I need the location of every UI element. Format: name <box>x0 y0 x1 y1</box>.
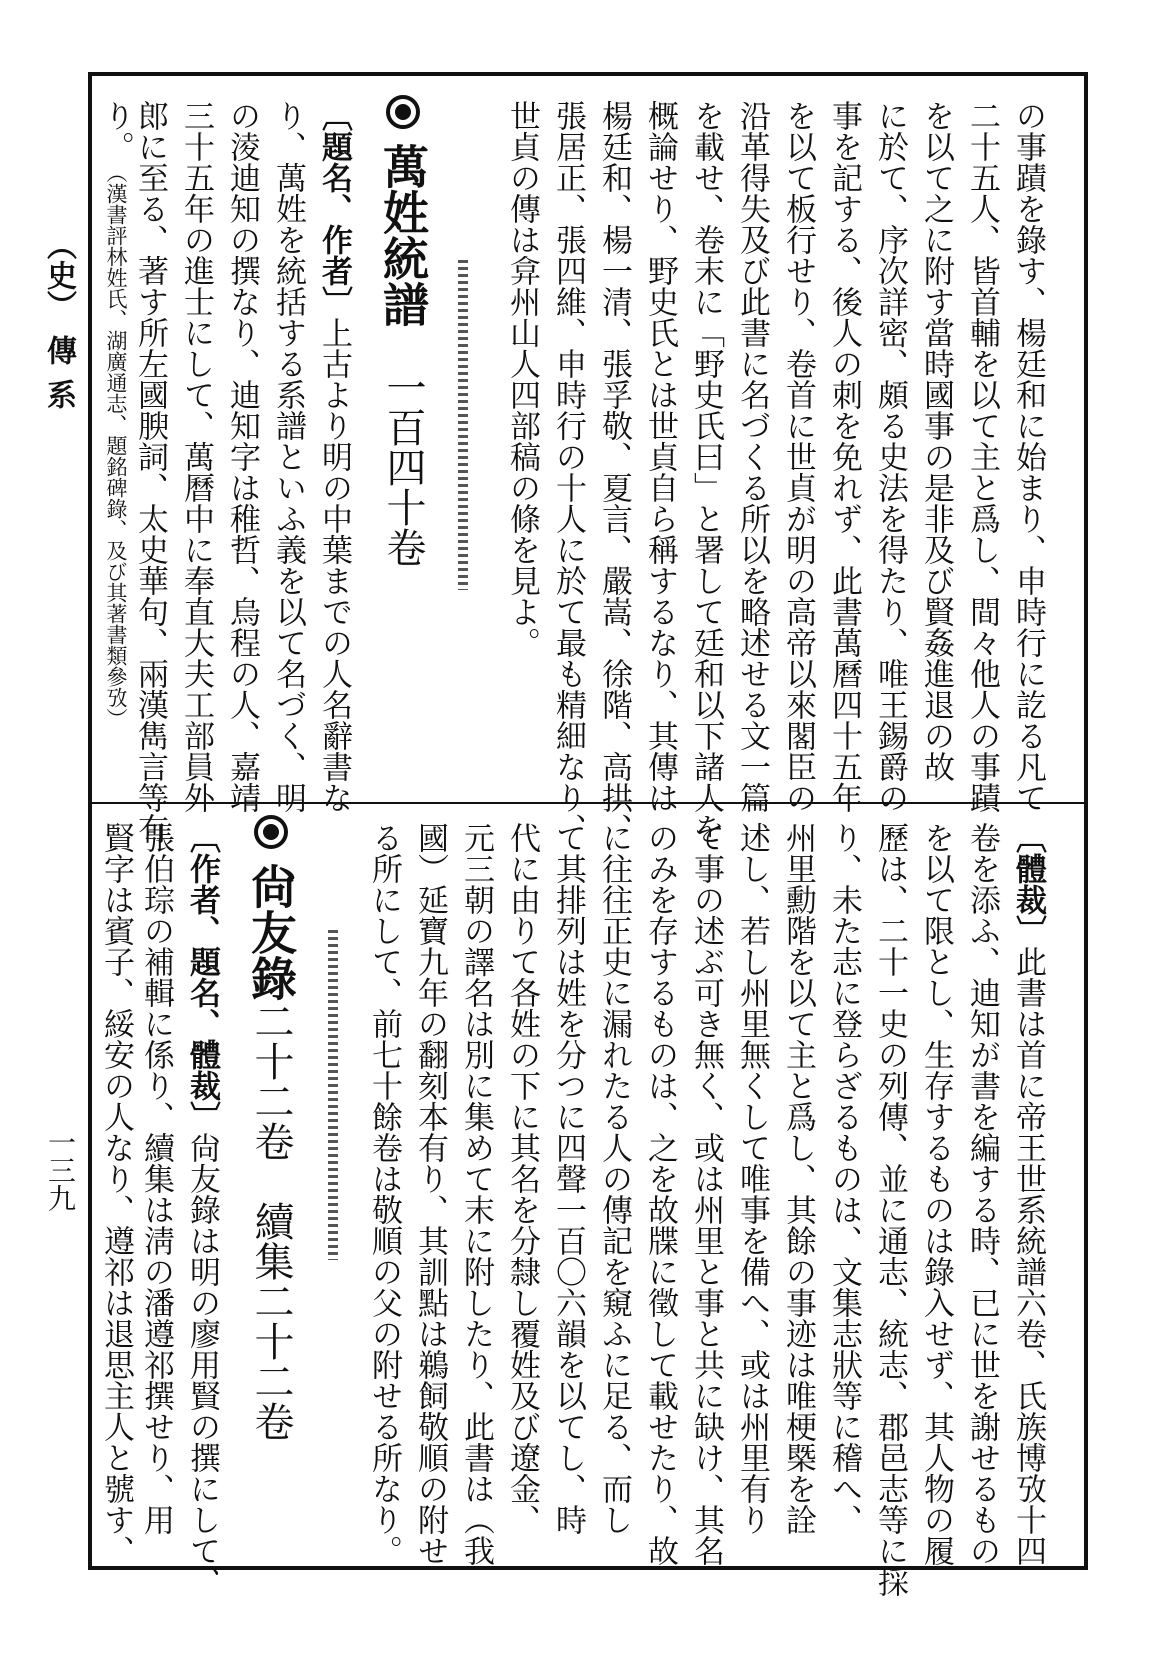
text-column: て其排列は姓を分つに四聲一百〇六韻を以てし、時 <box>550 822 586 1535</box>
text-column: 國）延寶九年の翻刻本有り、其訓點は鵜飼敬順の附せ <box>412 822 448 1566</box>
bullet-icon <box>386 95 420 129</box>
text-run: 尙友錄は明の廖用賢の撰にして、 <box>184 1132 220 1597</box>
text-column <box>1010 822 1046 1567</box>
wavy-separator <box>328 930 338 1260</box>
text-column: に往往正史に漏れたる人の傳記を窺ふに足る、而し <box>596 822 632 1535</box>
text-column: を以て限とし、生存するものは錄入せず、其人物の履 <box>918 822 954 1566</box>
wavy-separator <box>458 260 468 590</box>
text-column: 張伯琮の補輯に係り、續集は淸の潘遵祁撰せり、用 <box>138 822 174 1535</box>
bullet-icon <box>254 815 288 849</box>
text-column: 元三朝の譯名は別に集めて末に附したり、此書は（我 <box>458 822 494 1566</box>
text-run: り。 <box>98 100 134 162</box>
text-column: 述し、若し州里無くして唯事を備へ、或は州里有り <box>734 822 770 1535</box>
text-column: て事の述ぶ可き無く、或は州里と事と共に缺け、其名 <box>688 822 724 1566</box>
text-column: に於て、序次詳密、頗る史法を得たり、唯王錫爵の <box>872 100 908 813</box>
text-column: 事を記する、後人の刺を免れず、此書萬曆四十五年 <box>826 100 862 813</box>
text-column <box>98 100 134 790</box>
text-run: 上古より明の中葉までの人名辭書な <box>316 317 352 813</box>
text-column <box>316 100 352 813</box>
text-column: 張居正、張四維、申時行の十人に於て最も精細なり、 <box>550 100 586 844</box>
text-run: 此書は首に帝王世系統譜六卷、氏族博攷十四 <box>1010 946 1046 1566</box>
text-column: を載せ、卷末に「野史氏曰」と署して廷和以下諸人を <box>688 100 724 844</box>
source-note <box>105 162 127 729</box>
text-column: り、未た志に登らざるものは、文集志狀等に稽へ、 <box>826 822 862 1535</box>
text-column: 郎に至る、著す所左國腴詞、太史華句、兩漢雋言等有 <box>132 100 168 844</box>
text-column: 三十五年の進士にして、萬曆中に奉直大夫工部員外 <box>178 100 214 813</box>
text-column: 概論せり、野史氏とは世貞自ら稱するなり、其傳は <box>642 100 678 813</box>
text-column: 世貞の傳は弇州山人四部稿の條を見よ。 <box>504 100 540 658</box>
note-line: （漢書評林姓氏、湖廣通志、題 <box>104 162 128 456</box>
text-column: 二十五人、皆首輔を以て主と爲し、間々他人の事蹟 <box>964 100 1000 813</box>
text-column: の事蹟を錄す、楊廷和に始まり、申時行に訖る凡て <box>1010 100 1046 813</box>
text-column: 代に由りて各姓の下に其名を分隸し覆姓及び遼金、 <box>504 822 540 1535</box>
text-column: を以て板行せり、卷首に世貞が明の高帝以來閣臣の <box>780 100 816 813</box>
page-number: 一三九 <box>44 1128 77 1212</box>
margin-section: 傳系 <box>41 335 76 423</box>
section-tag: 〔題名、作者〕 <box>316 100 352 317</box>
entry-title: 尙友錄 <box>244 863 298 1001</box>
text-column: の淩迪知の撰なり、迪知字は稚哲、烏程の人、嘉靖 <box>224 100 260 813</box>
text-column: 楊廷和、楊一清、張孚敬、夏言、嚴嵩、徐階、高拱、 <box>596 100 632 844</box>
text-column: 州里勳階を以て主と爲し、其餘の事迹は唯梗槩を詮 <box>780 822 816 1535</box>
note-line: 銘碑錄、及び其著書類參攷） <box>104 456 128 729</box>
text-column: 賢字は賓子、綏安の人なり、遵祁は退思主人と號す、 <box>98 822 134 1566</box>
entry-volumes: 二十二卷 <box>248 1001 294 1161</box>
section-tag: 〔作者、題名、體裁〕 <box>184 822 220 1132</box>
text-column: 卷を添ふ、迪知が書を編する時、已に世を謝せるもの <box>964 822 1000 1566</box>
entry-volumes: 一百四十卷 <box>380 367 426 567</box>
entry-heading <box>376 95 430 785</box>
text-column: り、萬姓を統括する系譜といふ義を以て名づく、明 <box>270 100 306 813</box>
margin-category: （史） <box>41 230 76 320</box>
text-column: 沿革得失及び此書に名づくる所以を略述せる文一篇 <box>734 100 770 813</box>
entry-title: 萬姓統譜 <box>376 143 430 327</box>
section-tag: 〔體裁〕 <box>1010 822 1046 946</box>
entry-sequel: 續集二十二卷 <box>248 1201 294 1441</box>
text-column: 歷は、二十一史の列傳、並に通志、統志、郡邑志等に採 <box>872 822 908 1597</box>
text-column: を以て之に附す當時國事の是非及び賢姦進退の故 <box>918 100 954 782</box>
entry-heading <box>244 815 298 1560</box>
text-column: のみを存するものは、之を故牒に徵して載せたり、故 <box>642 822 678 1566</box>
text-column <box>184 822 220 1597</box>
text-column: る所にして、前七十餘卷は敬順の父の附せる所なり。 <box>366 822 402 1566</box>
